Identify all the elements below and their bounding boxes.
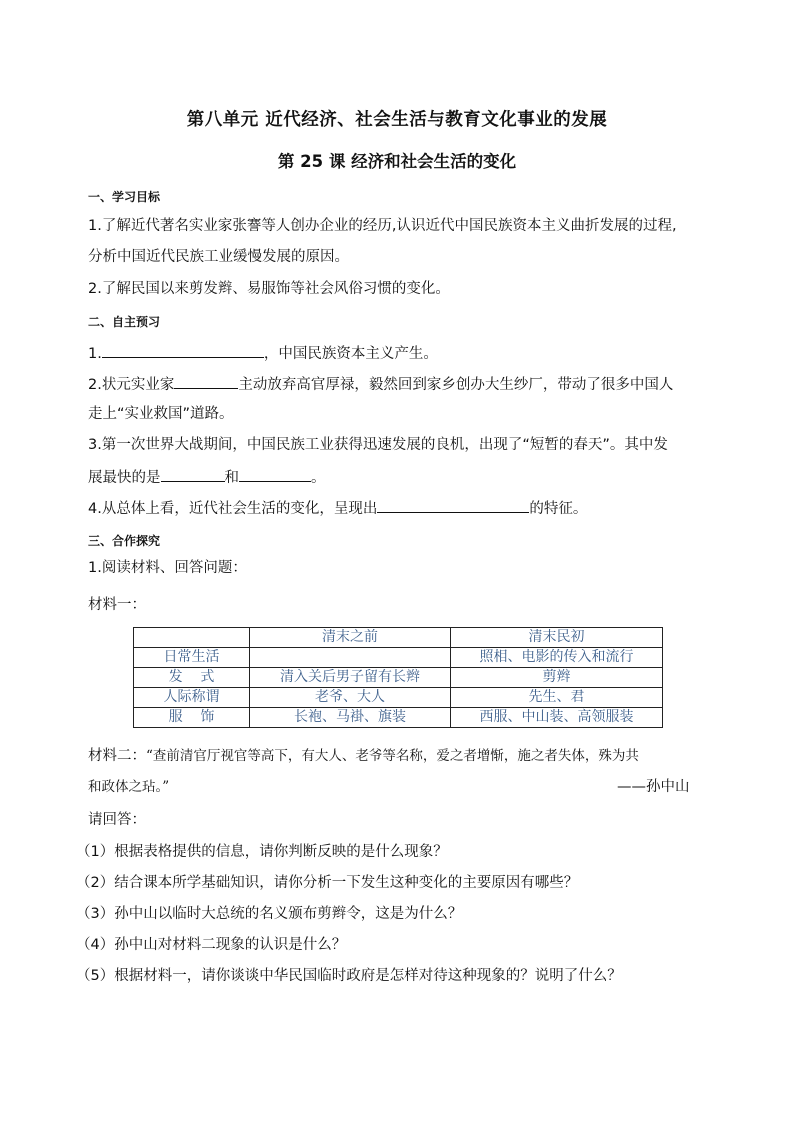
table-row-label: 人际称谓 [134, 688, 250, 708]
question-2: （2）结合课本所学基础知识，请你分析一下发生这种变化的主要原因有哪些？ [76, 875, 579, 891]
table-row [134, 688, 663, 708]
table-cell: 照相、电影的传入和流行 [451, 648, 663, 668]
table-header-cell [134, 628, 250, 648]
goal-line-1: 1.了解近代著名实业家张謇等人创办企业的经历,认识近代中国民族资本主义曲折发展的过程, [88, 218, 677, 234]
material-2-author: ——孙中山 [617, 779, 690, 795]
answer-blank-1[interactable] [102, 341, 264, 358]
comparison-table [133, 627, 663, 728]
q3-suffix: 。 [311, 470, 326, 486]
answer-prompt: 请回答： [88, 812, 146, 828]
q3-prefix: 展最快的是 [88, 470, 161, 486]
table-cell: 先生、君 [451, 688, 663, 708]
question-4: （4）孙中山对材料二现象的认识是什么？ [76, 937, 347, 953]
table-row-label: 日常生活 [134, 648, 250, 668]
table-row [134, 668, 663, 688]
table-cell [250, 648, 451, 668]
material-2-label: 材料二： [88, 748, 146, 764]
table-cell: 长袍、马褂、旗装 [250, 708, 451, 728]
material-1-label: 材料一： [88, 597, 146, 613]
material-2-quote-2: 和政体之玷。” [88, 779, 170, 795]
q4-suffix: 的特征。 [529, 501, 588, 517]
table-cell: 西服、中山装、高领服装 [451, 708, 663, 728]
explore-intro: 1.阅读材料、回答问题： [88, 560, 247, 576]
question-3: （3）孙中山以临时大总统的名义颁布剪辫令，这是为什么？ [76, 906, 463, 922]
table-header-cell: 清末之前 [250, 628, 451, 648]
q1-prefix: 1. [88, 346, 102, 362]
table-row-label: 发 式 [134, 668, 250, 688]
question-5: （5）根据材料一，请你谈谈中华民国临时政府是怎样对待这种现象的？说明了什么？ [76, 968, 622, 984]
section-heading-explore: 三、合作探究 [88, 534, 161, 548]
preview-question-2-cont: 走上“实业救国”道路。 [88, 406, 234, 422]
answer-blank-3[interactable] [161, 465, 225, 482]
unit-title: 第八单元 近代经济、社会生活与教育文化事业的发展 [186, 110, 608, 130]
table-cell: 剪辫 [451, 668, 663, 688]
question-1: （1）根据表格提供的信息，请你判断反映的是什么现象？ [76, 844, 448, 860]
table-row-label: 服 饰 [134, 708, 250, 728]
preview-question-3-cont [88, 465, 326, 489]
table-header-row [134, 628, 663, 648]
table-cell: 清入关后男子留有长辫 [250, 668, 451, 688]
preview-question-4 [88, 496, 587, 520]
answer-blank-2[interactable] [174, 372, 238, 389]
section-heading-preview: 二、自主预习 [88, 315, 161, 329]
q1-suffix: ，中国民族资本主义产生。 [263, 346, 438, 362]
section-heading-goals: 一、学习目标 [88, 190, 161, 204]
lesson-title: 第 25 课 经济和社会生活的变化 [277, 152, 517, 171]
table-header-cell: 清末民初 [451, 628, 663, 648]
preview-question-1 [88, 341, 438, 365]
goal-line-3: 2.了解民国以来剪发辫、易服饰等社会风俗习惯的变化。 [88, 281, 450, 297]
table-row [134, 708, 663, 728]
q3-mid: 和 [224, 470, 239, 486]
q4-prefix: 4.从总体上看，近代社会生活的变化，呈现出 [88, 501, 378, 517]
preview-question-3: 3.第一次世界大战期间，中国民族工业获得迅速发展的良机，出现了“短暂的春天”。其中发 [88, 437, 668, 453]
q2-suffix: 主动放弃高官厚禄，毅然回到家乡创办大生纱厂，带动了很多中国人 [238, 377, 674, 393]
preview-question-2 [88, 372, 673, 396]
table-cell: 老爷、大人 [250, 688, 451, 708]
q2-prefix: 2.状元实业家 [88, 377, 175, 393]
material-2-line-1 [88, 745, 639, 767]
material-2-quote-1: “查前清官厅视官等高下，有大人、老爷等名称，爱之者增惭，施之者失体，殊为共 [146, 748, 639, 764]
answer-blank-4[interactable] [239, 465, 311, 482]
answer-blank-5[interactable] [377, 496, 529, 513]
table-row [134, 648, 663, 668]
goal-line-2: 分析中国近代民族工业缓慢发展的原因。 [88, 249, 349, 265]
